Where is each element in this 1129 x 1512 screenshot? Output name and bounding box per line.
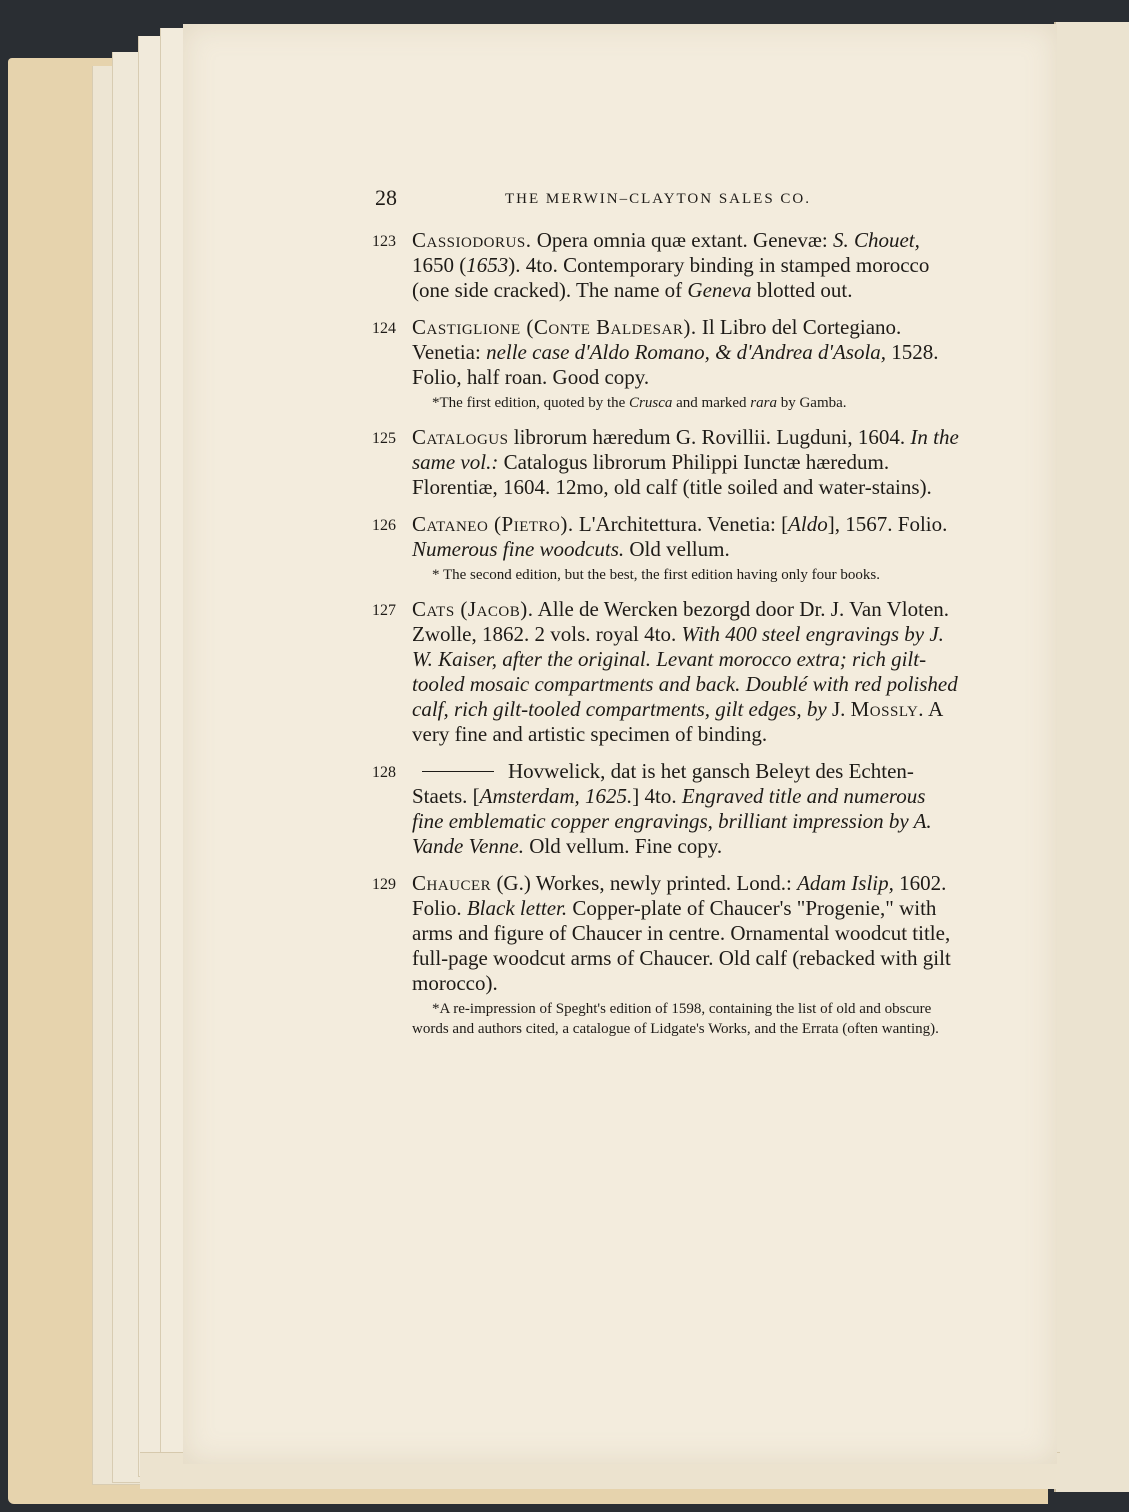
- lot-number: 124: [372, 320, 396, 337]
- entry-note: *A re-impression of Speght's edition of 1598, containing the list of old and obscure words and authors cited, a catalogue of Lidgate's Works, and the Errata (often wanting).: [412, 1001, 939, 1037]
- catalogue-entries: [372, 228, 960, 1051]
- lot-number: 123: [372, 233, 396, 250]
- entry-note: *The first edition, quoted by the Crusca and marked rara by Gamba.: [432, 395, 847, 411]
- facing-page-edge: [1054, 22, 1129, 1492]
- entry-124: 124 Castiglione (Conte Baldesar). Il Libro del Cortegiano. Venetia: nelle case d'Aldo Romano, & d'Andrea d'Asola, 1528. Folio, half roan. Good copy. *The first edition, quoted by the Crusca and marked rara by Gamba.: [372, 315, 960, 413]
- entry-129: 129 Chaucer (G.) Workes, newly printed. Lond.: Adam Islip, 1602. Folio. Black letter. Copper-plate of Chaucer's "Progenie," with arms and figure of Chaucer in centre. Ornamental woodcut title, full-page woodcut arms of Chaucer. Old calf (rebacked with gilt morocco). *A re-impression of Speght's edition of 1598, containing the list of old and obscure words and authors cited, a catalogue of Lidgate's Works, and the Errata (often wanting).: [372, 871, 960, 1039]
- running-header: [375, 185, 955, 215]
- entry-heading: Cassiodorus.: [412, 228, 532, 252]
- lot-number: 128: [372, 764, 396, 781]
- page-number: 28: [375, 185, 397, 210]
- lot-number: 127: [372, 602, 396, 619]
- entry-heading: Cats (Jacob).: [412, 597, 534, 621]
- entry-heading: Catalogus: [412, 425, 509, 449]
- lot-number: 129: [372, 876, 396, 893]
- running-title: THE MERWIN–CLAYTON SALES CO.: [505, 191, 812, 207]
- ditto-rule: [422, 771, 494, 772]
- entry-heading: Castiglione (Conte Baldesar).: [412, 315, 697, 339]
- entry-heading: Chaucer: [412, 871, 492, 895]
- entry-heading: Cataneo (Pietro).: [412, 512, 574, 536]
- entry-123: 123 Cassiodorus. Opera omnia quæ extant. Genevæ: S. Chouet, 1650 (1653). 4to. Contemporary binding in stamped morocco (one side cracked). The name of Geneva blotted out.: [372, 228, 930, 302]
- entry-127: 127 Cats (Jacob). Alle de Wercken bezorgd door Dr. J. Van Vloten. Zwolle, 1862. 2 vols. royal 4to. With 400 steel engravings by J. W. Kaiser, after the original. Levant morocco extra; rich gilt-tooled mosaic compartments and back. Doublé with red polished calf, rich gilt-tooled compartments, gilt edges, by J. Mossly. A very fine and artistic specimen of binding.: [372, 597, 958, 746]
- entry-126: 126 Cataneo (Pietro). L'Architettura. Venetia: [Aldo], 1567. Folio. Numerous fine woodcuts. Old vellum. * The second edition, but the best, the first edition having only four books.: [372, 512, 960, 585]
- entry-note: * The second edition, but the best, the first edition having only four books.: [432, 567, 880, 583]
- entry-125: 125 Catalogus librorum hæredum G. Rovillii. Lugduni, 1604. In the same vol.: Catalogus librorum Philippi Iunctæ hæredum. Florentiæ, 1604. 12mo, old calf (title soiled and water-stains).: [372, 425, 959, 499]
- lot-number: 125: [372, 430, 396, 447]
- lot-number: 126: [372, 517, 396, 534]
- entry-128: 128 Hovwelick, dat is het gansch Beleyt des Echten-Staets. [Amsterdam, 1625.] 4to. Engraved title and numerous fine emblematic copper engravings, brilliant impression by A. Vande Venne. Old vellum. Fine copy.: [372, 759, 932, 858]
